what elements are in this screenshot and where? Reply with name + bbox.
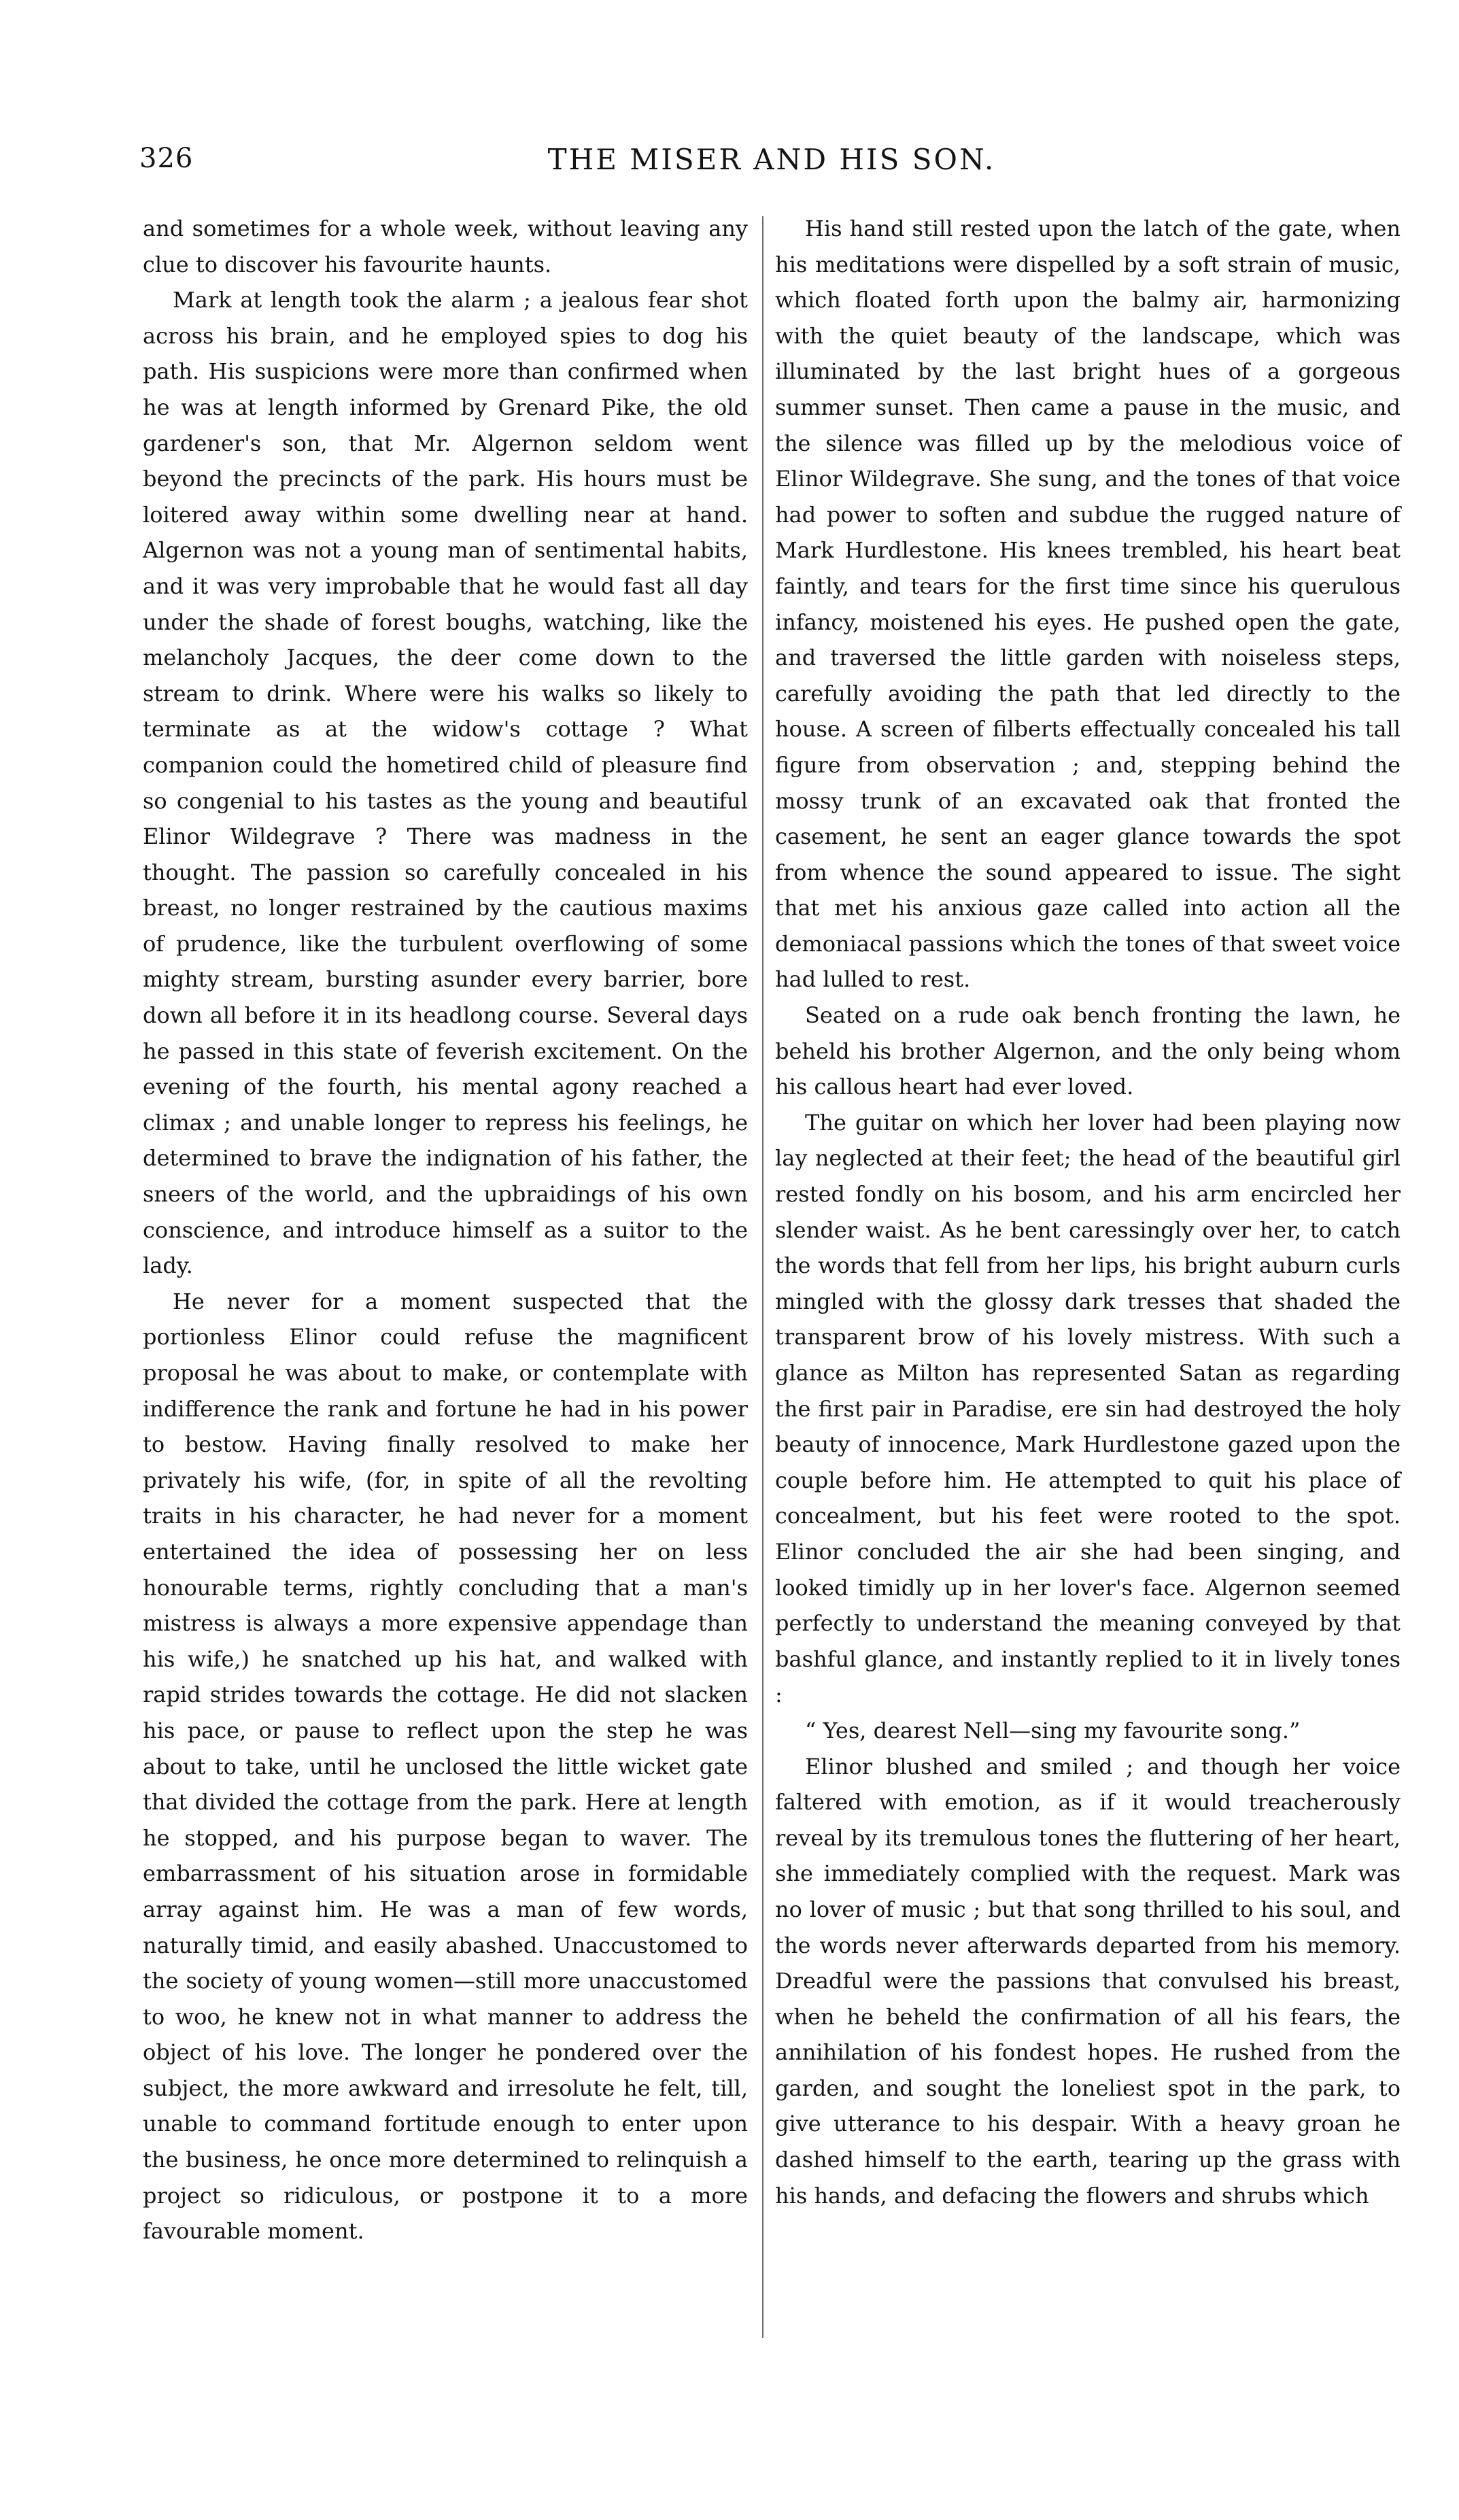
- paragraph: The guitar on which her lover had been playing now lay neglected at their feet; the head of the beautiful girl rested fondly on his bosom, and his arm encircled her slender waist. As he bent caressingly over her, to catch the words that fell from her lips, his bright auburn curls mingled with the glossy dark tresses that shaded the transparent brow of his lovely mistress. With such a glance as Milton has represented Satan as regarding the first pair in Paradise, ere sin had destroyed the holy beauty of innocence, Mark Hurdlestone gazed upon the couple before him. He attempted to quit his place of concealment, but his feet were rooted to the spot. Elinor concluded the air she had been singing, and looked timidly up in her lover's face. Algernon seemed perfectly to understand the meaning conveyed by that bashful glance, and instantly replied to it in lively tones :: [775, 1109, 1401, 1708]
- left-column: [143, 211, 748, 2249]
- running-title: THE MISER AND HIS SON.: [547, 143, 996, 176]
- paragraph: Seated on a rude oak bench fronting the lawn, he beheld his brother Algernon, and the only being whom his callous heart had ever loved.: [775, 1002, 1401, 1100]
- page-header: [139, 143, 1404, 190]
- page-number: 326: [139, 143, 194, 174]
- column-divider: [762, 216, 763, 2338]
- paragraph: Elinor blushed and smiled ; and though her voice faltered with emotion, as if it would treacherously reveal by its tremulous tones the fluttering of her heart, she immediately complied with the request. Mark was no lover of music ; but that song thrilled to his soul, and the words never afterwards departed from his memory. Dreadful were the passions that convulsed his breast, when he beheld the confirmation of all his fears, the annihilation of his fondest hopes. He rushed from the garden, and sought the loneliest spot in the park, to give utterance to his despair. With a heavy groan he dashed himself to the earth, tearing up the grass with his hands, and defacing the flowers and shrubs which: [775, 1753, 1401, 2209]
- right-column: [775, 211, 1401, 2213]
- paragraph: His hand still rested upon the latch of the gate, when his meditations were dispelled by a soft strain of music, which floated forth upon the balmy air, harmonizing with the quiet beauty of the landscape, which was illuminated by the last bright hues of a gorgeous summer sunset. Then came a pause in the music, and the silence was filled up by the melodious voice of Elinor Wildegrave. She sung, and the tones of that voice had power to soften and subdue the rugged nature of Mark Hurdlestone. His knees trembled, his heart beat faintly, and tears for the first time since his querulous infancy, moistened his eyes. He pushed open the gate, and traversed the little garden with noiseless steps, carefully avoiding the path that led directly to the house. A screen of filberts effectually concealed his tall figure from observation ; and, stepping behind the mossy trunk of an excavated oak that fronted the casement, he sent an eager glance towards the spot from whence the sound appeared to issue. The sight that met his anxious gaze called into action all the demoniacal passions which the tones of that sweet voice had lulled to rest.: [775, 216, 1401, 993]
- paragraph: and sometimes for a whole week, without leaving any clue to discover his favourite haunts.: [143, 216, 748, 277]
- paragraph: Mark at length took the alarm ; a jealous fear shot across his brain, and he employed spies to dog his path. His suspicions were more than confirmed when he was at length informed by Grenard Pike, the old gardener's son, that Mr. Algernon seldom went beyond the precincts of the park. His hours must be loitered away within some dwelling near at hand. Algernon was not a young man of sentimental habits, and it was very improbable that he would fast all day under the shade of forest boughs, watching, like the melancholy Jacques, the deer come down to the stream to drink. Where were his walks so likely to terminate as at the widow's cottage ? What companion could the hometired child of pleasure find so congenial to his tastes as the young and beautiful Elinor Wildegrave ? There was madness in the thought. The passion so carefully concealed in his breast, no longer restrained by the cautious maxims of prudence, like the turbulent overflowing of some mighty stream, bursting asunder every barrier, bore down all before it in its headlong course. Several days he passed in this state of feverish excitement. On the evening of the fourth, his mental agony reached a climax ; and unable longer to repress his feelings, he determined to brave the indignation of his father, the sneers of the world, and the upbraidings of his own conscience, and introduce himself as a suitor to the lady.: [143, 287, 748, 1279]
- paragraph: “ Yes, dearest Nell—sing my favourite song.”: [805, 1717, 1301, 1743]
- paragraph: He never for a moment suspected that the portionless Elinor could refuse the magnificent proposal he was about to make, or contemplate with indifference the rank and fortune he had in his power to bestow. Having finally resolved to make her privately his wife, (for, in spite of all the revolting traits in his character, he had never for a moment entertained the idea of possessing her on less honourable terms, rightly concluding that a man's mistress is always a more expensive appendage than his wife,) he snatched up his hat, and walked with rapid strides towards the cottage. He did not slacken his pace, or pause to reflect upon the step he was about to take, until he unclosed the little wicket gate that divided the cottage from the park. Here at length he stopped, and his purpose began to waver. The embarrassment of his situation arose in formidable array against him. He was a man of few words, naturally timid, and easily abashed. Unaccustomed to the society of young women—still more unaccustomed to woo, he knew not in what manner to address the object of his love. The longer he pondered over the subject, the more awkward and irresolute he felt, till, unable to command fortitude enough to enter upon the business, he once more determined to relinquish a project so ridiculous, or postpone it to a more favourable moment.: [143, 1288, 748, 2245]
